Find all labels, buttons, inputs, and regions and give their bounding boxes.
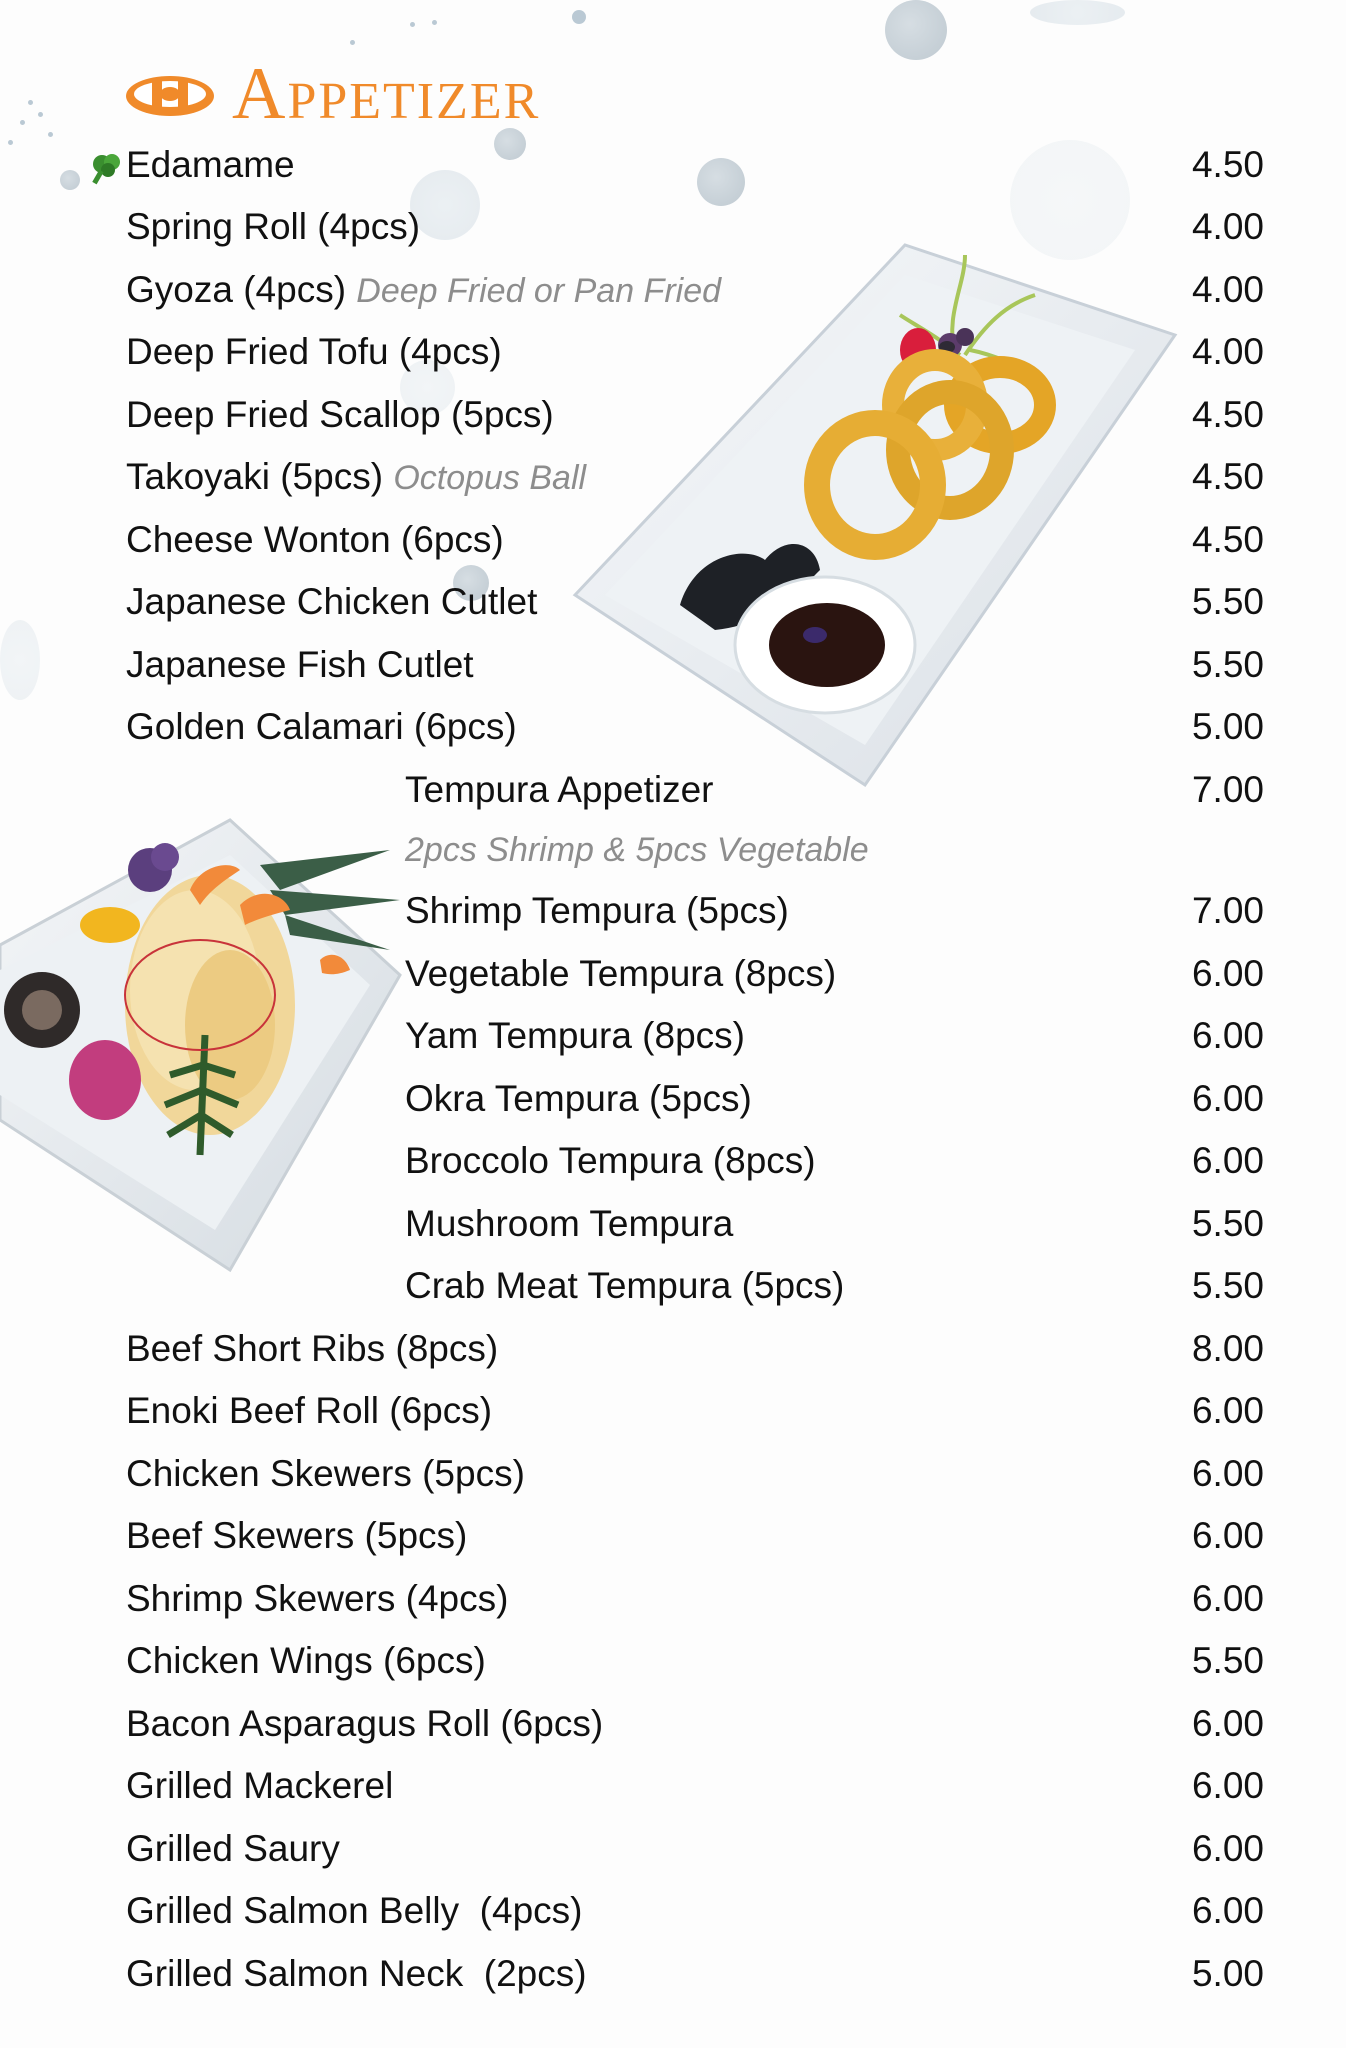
sushi-icon xyxy=(122,64,218,124)
item-name: Gyoza (4pcs) Deep Fried or Pan Fried xyxy=(126,269,722,310)
item-name: Edamame xyxy=(126,144,295,185)
item-price: 5.00 xyxy=(1191,1953,1264,1994)
item-name: Shrimp Skewers (4pcs) xyxy=(126,1578,509,1619)
item-price: 6.00 xyxy=(1191,1453,1264,1494)
item-price: 5.50 xyxy=(1191,1265,1264,1306)
item-price: 5.50 xyxy=(1191,644,1264,685)
list-item xyxy=(0,1818,1346,1880)
item-price: 6.00 xyxy=(1191,1828,1264,1869)
list-item xyxy=(0,1880,1346,1942)
item-price: 6.00 xyxy=(1191,1890,1264,1931)
list-item xyxy=(0,634,1346,696)
list-item xyxy=(0,1130,1346,1192)
item-price: 5.50 xyxy=(1191,1640,1264,1681)
item-name: Japanese Fish Cutlet xyxy=(126,644,474,685)
list-item xyxy=(0,759,1346,821)
list-item xyxy=(0,880,1346,942)
item-price: 6.00 xyxy=(1191,1578,1264,1619)
list-item xyxy=(0,384,1346,446)
decor-dot xyxy=(572,10,586,24)
decor-dot xyxy=(28,100,33,105)
list-item xyxy=(0,196,1346,258)
list-item xyxy=(0,259,1346,321)
item-name: Grilled Mackerel xyxy=(126,1765,394,1806)
item-name: Chicken Skewers (5pcs) xyxy=(126,1453,525,1494)
list-item xyxy=(0,696,1346,758)
item-price: 4.50 xyxy=(1191,394,1264,435)
item-price: 6.00 xyxy=(1191,1015,1264,1056)
decor-dot xyxy=(20,120,25,125)
list-item xyxy=(0,1068,1346,1130)
list-item xyxy=(0,1568,1346,1630)
item-name: Vegetable Tempura (8pcs) xyxy=(405,953,837,994)
item-price: 4.50 xyxy=(1191,456,1264,497)
list-item xyxy=(0,1380,1346,1442)
decor-dot xyxy=(410,22,415,27)
list-item xyxy=(0,1755,1346,1817)
item-name: Deep Fried Scallop (5pcs) xyxy=(126,394,554,435)
item-price: 5.00 xyxy=(1191,706,1264,747)
item-name: Crab Meat Tempura (5pcs) xyxy=(405,1265,845,1306)
decor-bubble xyxy=(1030,0,1125,25)
list-item xyxy=(0,1193,1346,1255)
item-price: 4.00 xyxy=(1191,331,1264,372)
item-name: Beef Short Ribs (8pcs) xyxy=(126,1328,499,1369)
item-name: Japanese Chicken Cutlet xyxy=(126,581,538,622)
item-price: 6.00 xyxy=(1191,1703,1264,1744)
item-name: Beef Skewers (5pcs) xyxy=(126,1515,468,1556)
item-price: 4.50 xyxy=(1191,144,1264,185)
item-name: Okra Tempura (5pcs) xyxy=(405,1078,752,1119)
item-name: Yam Tempura (8pcs) xyxy=(405,1015,745,1056)
item-name: Shrimp Tempura (5pcs) xyxy=(405,890,789,931)
item-price: 6.00 xyxy=(1191,1765,1264,1806)
item-price: 7.00 xyxy=(1191,769,1264,810)
item-price: 5.50 xyxy=(1191,1203,1264,1244)
item-price: 4.00 xyxy=(1191,269,1264,310)
item-name: Grilled Saury xyxy=(126,1828,340,1869)
item-name: Grilled Salmon Belly (4pcs) xyxy=(126,1890,583,1931)
item-price: 6.00 xyxy=(1191,1078,1264,1119)
page-title: Appetizer xyxy=(232,53,541,135)
list-item xyxy=(0,1005,1346,1067)
item-note: 2pcs Shrimp & 5pcs Vegetable xyxy=(405,831,869,869)
list-item xyxy=(0,1505,1346,1567)
item-price: 6.00 xyxy=(1191,1390,1264,1431)
item-name: Mushroom Tempura xyxy=(405,1203,734,1244)
list-item xyxy=(0,571,1346,633)
section-header xyxy=(122,54,540,134)
item-note: Octopus Ball xyxy=(393,459,587,497)
list-item xyxy=(0,1630,1346,1692)
list-item xyxy=(0,1443,1346,1505)
item-name: Broccolo Tempura (8pcs) xyxy=(405,1140,816,1181)
list-item xyxy=(0,943,1346,1005)
item-price: 7.00 xyxy=(1191,890,1264,931)
list-item xyxy=(0,446,1346,508)
item-name: Golden Calamari (6pcs) xyxy=(126,706,517,747)
item-note: Deep Fried or Pan Fried xyxy=(356,272,722,310)
list-item xyxy=(0,1693,1346,1755)
decor-bubble xyxy=(885,0,947,60)
item-price: 5.50 xyxy=(1191,581,1264,622)
list-item xyxy=(0,321,1346,383)
item-name: Takoyaki (5pcs) Octopus Ball xyxy=(126,456,587,497)
list-item xyxy=(0,1318,1346,1380)
item-name: Bacon Asparagus Roll (6pcs) xyxy=(126,1703,604,1744)
item-name: Tempura Appetizer xyxy=(405,769,714,810)
decor-dot xyxy=(350,40,355,45)
item-price: 6.00 xyxy=(1191,953,1264,994)
item-name: Chicken Wings (6pcs) xyxy=(126,1640,486,1681)
decor-dot xyxy=(38,112,43,117)
item-price: 6.00 xyxy=(1191,1140,1264,1181)
item-price: 4.50 xyxy=(1191,519,1264,560)
list-item xyxy=(0,509,1346,571)
item-name: Spring Roll (4pcs) xyxy=(126,206,421,247)
list-item xyxy=(0,134,1346,196)
item-name: Cheese Wonton (6pcs) xyxy=(126,519,504,560)
list-item xyxy=(0,1943,1346,2005)
item-name: Deep Fried Tofu (4pcs) xyxy=(126,331,502,372)
item-name: Enoki Beef Roll (6pcs) xyxy=(126,1390,493,1431)
item-price: 8.00 xyxy=(1191,1328,1264,1369)
list-item xyxy=(0,1255,1346,1317)
item-price: 4.00 xyxy=(1191,206,1264,247)
item-price: 6.00 xyxy=(1191,1515,1264,1556)
item-name: Grilled Salmon Neck (2pcs) xyxy=(126,1953,587,1994)
decor-dot xyxy=(432,20,437,25)
